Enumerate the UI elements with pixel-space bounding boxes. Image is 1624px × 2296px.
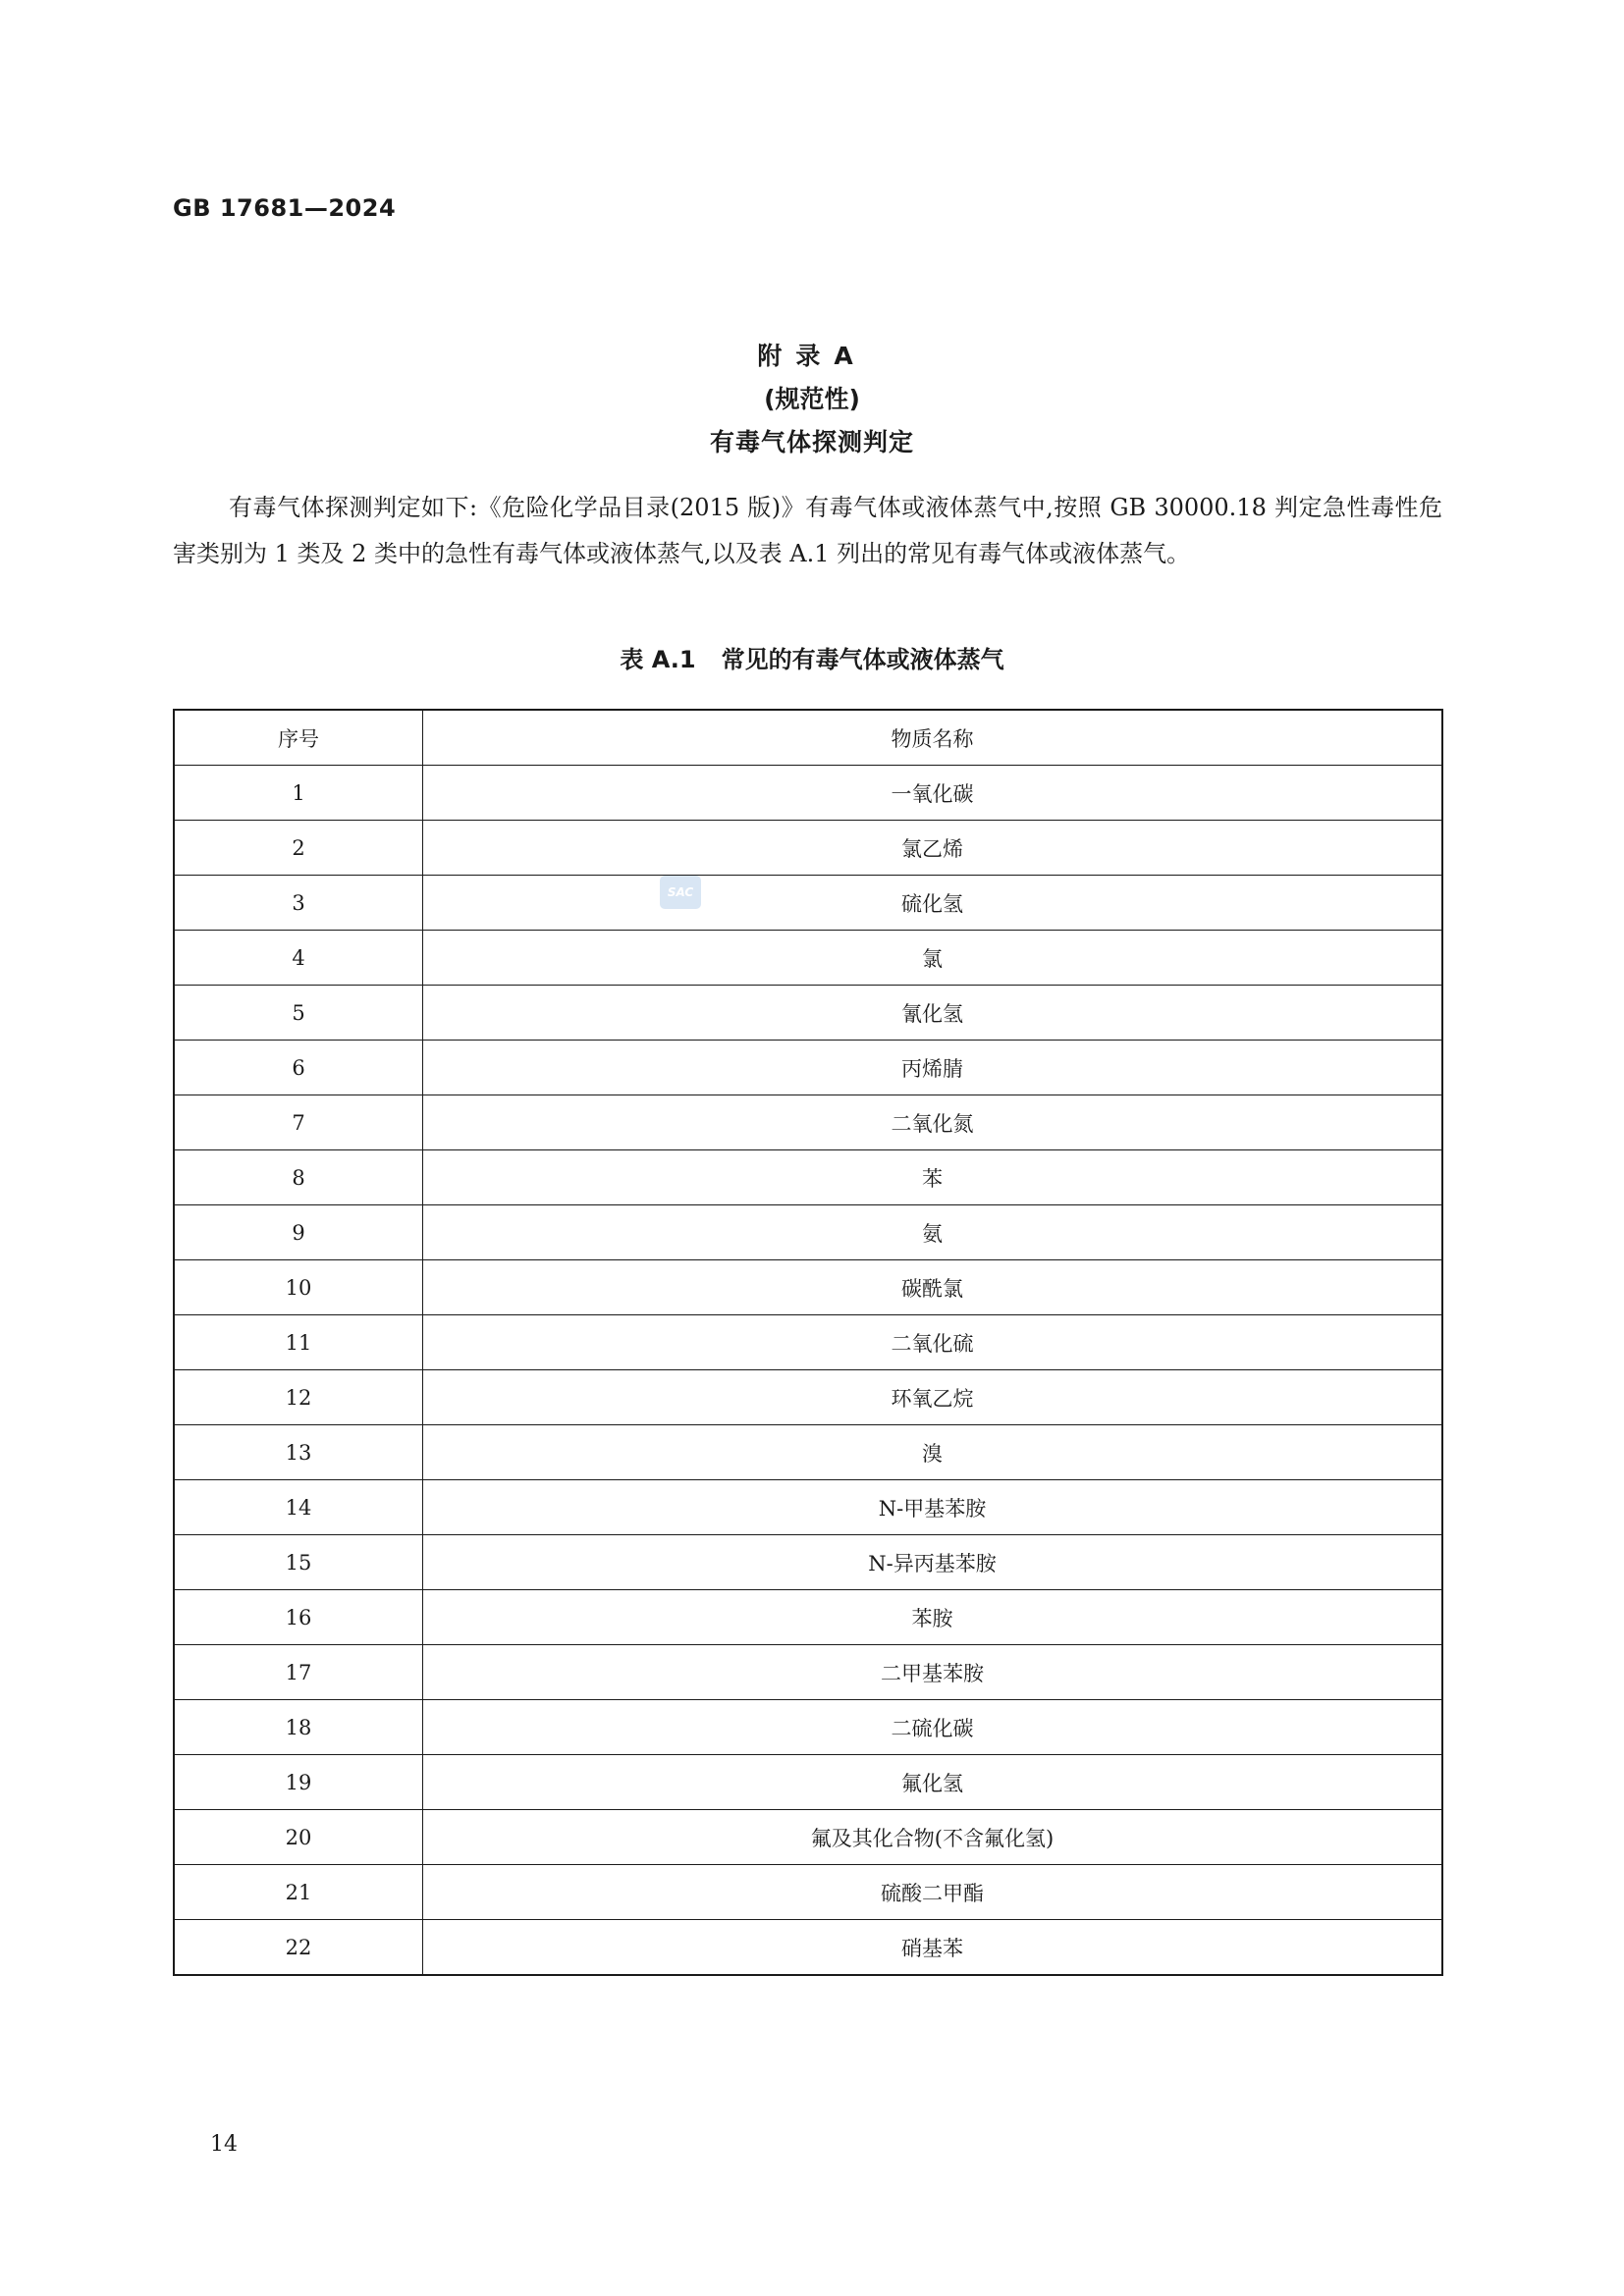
table-row xyxy=(174,1535,1442,1590)
row-substance-name: 二甲基苯胺 xyxy=(423,1645,1443,1700)
row-substance-name: 一氧化碳 xyxy=(423,766,1443,821)
row-substance-name: 环氧乙烷 xyxy=(423,1370,1443,1425)
row-substance-name: 硫化氢 xyxy=(423,876,1443,931)
table-row xyxy=(174,1095,1442,1150)
table-row xyxy=(174,931,1442,986)
row-serial-number: 2 xyxy=(174,821,423,876)
table-row xyxy=(174,1260,1442,1315)
intro-paragraph: 有毒气体探测判定如下:《危险化学品目录(2015 版)》有毒气体或液体蒸气中,按照 GB 30000.18 判定急性毒性危害类别为 1 类及 2 类中的急性有毒气体或液体蒸气,以及表 A.1 列出的常见有毒气体或液体蒸气。 xyxy=(173,494,1442,567)
row-serial-number: 6 xyxy=(174,1041,423,1095)
row-serial-number: 16 xyxy=(174,1590,423,1645)
row-substance-name: 氰化氢 xyxy=(423,986,1443,1041)
row-substance-name: 硝基苯 xyxy=(423,1920,1443,1976)
row-serial-number: 11 xyxy=(174,1315,423,1370)
table-row xyxy=(174,1755,1442,1810)
row-substance-name: 苯胺 xyxy=(423,1590,1443,1645)
table-row xyxy=(174,1480,1442,1535)
row-serial-number: 15 xyxy=(174,1535,423,1590)
header-substance-name: 物质名称 xyxy=(423,710,1443,766)
table-header-row xyxy=(174,710,1442,766)
row-substance-name: 碳酰氯 xyxy=(423,1260,1443,1315)
table-row xyxy=(174,1315,1442,1370)
table-row xyxy=(174,1810,1442,1865)
table-row xyxy=(174,766,1442,821)
table-body xyxy=(174,766,1442,1976)
row-serial-number: 12 xyxy=(174,1370,423,1425)
row-substance-name: 丙烯腈 xyxy=(423,1041,1443,1095)
appendix-title: 附录A xyxy=(757,342,867,370)
row-serial-number: 19 xyxy=(174,1755,423,1810)
table-caption-title: 常见的有毒气体或液体蒸气 xyxy=(721,646,1004,673)
table-row xyxy=(174,1590,1442,1645)
row-substance-name: N-异丙基苯胺 xyxy=(423,1535,1443,1590)
row-serial-number: 4 xyxy=(174,931,423,986)
substance-table xyxy=(173,709,1443,1976)
table-row xyxy=(174,1370,1442,1425)
row-serial-number: 10 xyxy=(174,1260,423,1315)
page-number: 14 xyxy=(210,2132,238,2157)
row-serial-number: 7 xyxy=(174,1095,423,1150)
row-serial-number: 3 xyxy=(174,876,423,931)
row-serial-number: 13 xyxy=(174,1425,423,1480)
row-substance-name: 氯乙烯 xyxy=(423,821,1443,876)
row-serial-number: 17 xyxy=(174,1645,423,1700)
table-caption-number: 表 A.1 xyxy=(620,646,696,673)
row-serial-number: 1 xyxy=(174,766,423,821)
table-row xyxy=(174,1700,1442,1755)
appendix-type: (规范性) xyxy=(764,385,860,413)
table-row xyxy=(174,1865,1442,1920)
row-serial-number: 18 xyxy=(174,1700,423,1755)
row-substance-name: 硫酸二甲酯 xyxy=(423,1865,1443,1920)
row-substance-name: N-甲基苯胺 xyxy=(423,1480,1443,1535)
appendix-heading: 有毒气体探测判定 xyxy=(709,428,914,456)
row-substance-name: 二氧化氮 xyxy=(423,1095,1443,1150)
table-row xyxy=(174,1920,1442,1976)
row-serial-number: 20 xyxy=(174,1810,423,1865)
row-substance-name: 氯 xyxy=(423,931,1443,986)
standard-code: GB 17681—2024 xyxy=(173,194,397,222)
row-substance-name: 氨 xyxy=(423,1205,1443,1260)
table-row xyxy=(174,1645,1442,1700)
row-serial-number: 9 xyxy=(174,1205,423,1260)
row-serial-number: 14 xyxy=(174,1480,423,1535)
table-row xyxy=(174,1041,1442,1095)
row-substance-name: 氟化氢 xyxy=(423,1755,1443,1810)
table-row xyxy=(174,1425,1442,1480)
row-substance-name: 二硫化碳 xyxy=(423,1700,1443,1755)
row-serial-number: 5 xyxy=(174,986,423,1041)
row-serial-number: 8 xyxy=(174,1150,423,1205)
row-serial-number: 22 xyxy=(174,1920,423,1976)
table-caption xyxy=(0,640,1624,674)
row-substance-name: 氟及其化合物(不含氟化氢) xyxy=(423,1810,1443,1865)
row-substance-name: 苯 xyxy=(423,1150,1443,1205)
row-serial-number: 21 xyxy=(174,1865,423,1920)
table-row xyxy=(174,821,1442,876)
sac-watermark-logo: SAC xyxy=(660,876,701,909)
row-substance-name: 溴 xyxy=(423,1425,1443,1480)
row-substance-name: 二氧化硫 xyxy=(423,1315,1443,1370)
table-row xyxy=(174,1205,1442,1260)
table-row xyxy=(174,1150,1442,1205)
table-row xyxy=(174,986,1442,1041)
header-serial-number: 序号 xyxy=(174,710,423,766)
table-row xyxy=(174,876,1442,931)
